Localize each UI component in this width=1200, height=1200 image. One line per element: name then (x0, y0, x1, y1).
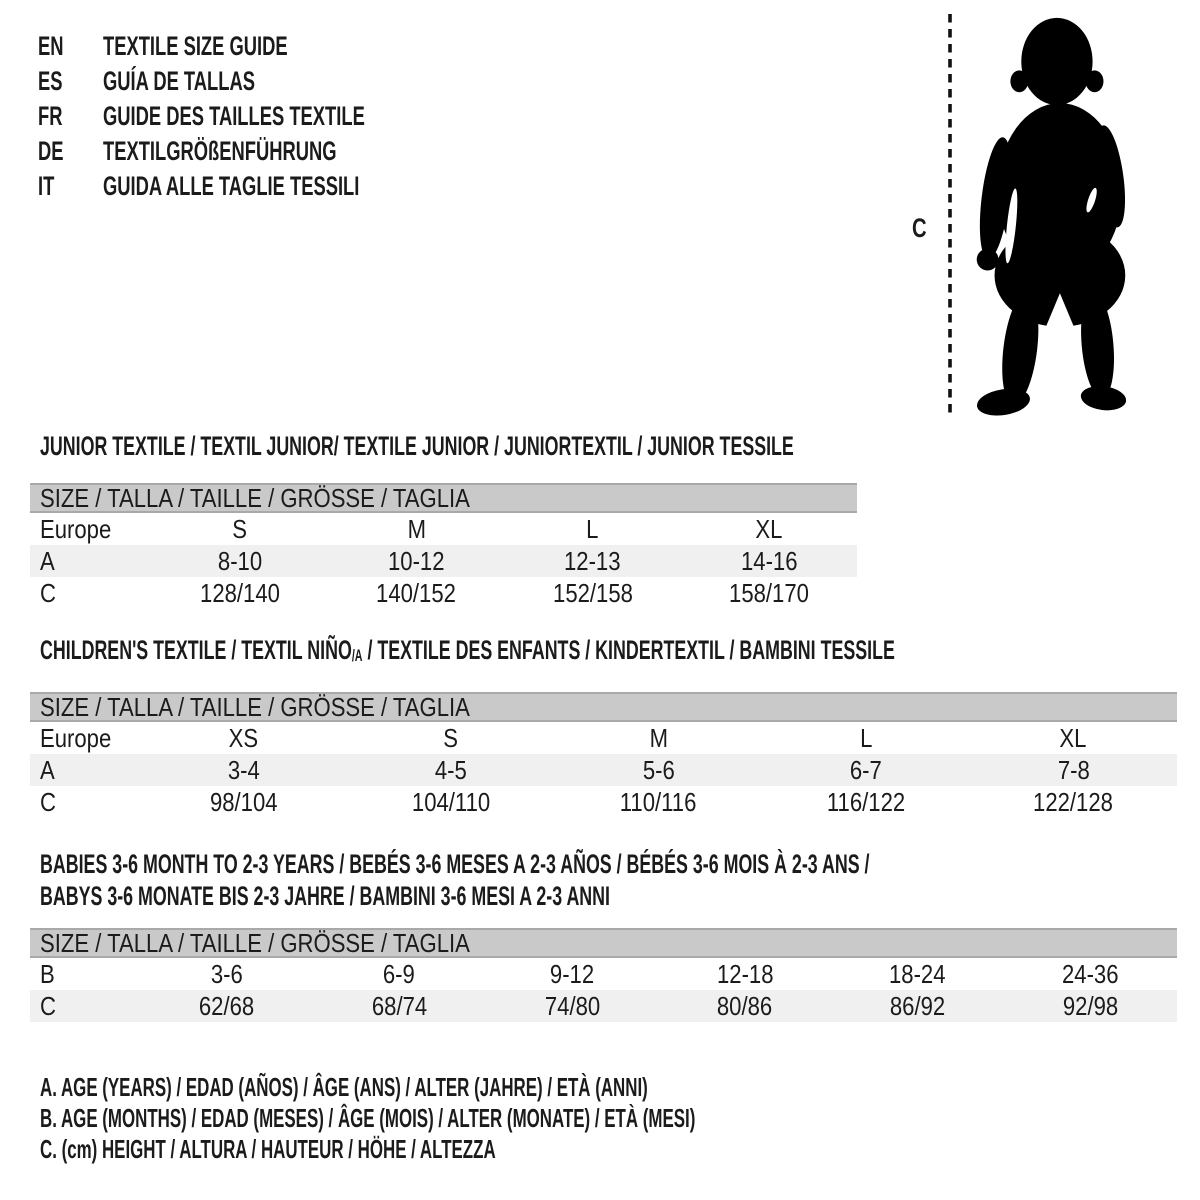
age-value: 6-7 (849, 754, 882, 785)
size-header-label: SIZE / TALLA / TAILLE / GRÖSSE / TAGLIA (40, 691, 470, 722)
language-row-fr (38, 99, 488, 134)
language-title: TEXTILE SIZE GUIDE (103, 31, 288, 61)
age-value: 5-6 (642, 754, 675, 785)
height-value: 122/128 (1033, 786, 1114, 817)
row-label: C (40, 786, 56, 817)
height-value: 104/110 (411, 786, 491, 817)
language-title: GUIDE DES TAILLES TEXTILE (103, 101, 365, 131)
table-row (30, 958, 1177, 990)
table-row (30, 545, 857, 577)
language-title-list (38, 29, 488, 204)
legend-line-a: A. AGE (YEARS) / EDAD (AÑOS) / ÂGE (ANS) / ALTER (JAHRE) / ETÀ (ANNI) (40, 1072, 648, 1102)
size-value: M (649, 722, 668, 753)
language-title: TEXTILGRÖßENFÜHRUNG (103, 136, 337, 166)
language-row-it (38, 169, 488, 204)
measurement-legend (40, 1072, 1048, 1165)
row-label: A (40, 545, 55, 576)
height-value: 128/140 (200, 577, 281, 608)
row-label: C (40, 577, 56, 608)
age-value: 10-12 (388, 545, 445, 576)
babies-section-title (40, 848, 1200, 912)
age-value: 6-9 (383, 958, 416, 989)
age-value: 14-16 (740, 545, 798, 576)
height-value: 116/122 (826, 786, 906, 817)
junior-size-table (30, 483, 857, 609)
size-header-label: SIZE / TALLA / TAILLE / GRÖSSE / TAGLIA (40, 927, 470, 958)
children-size-table (30, 692, 1177, 818)
height-value: 62/68 (198, 990, 255, 1021)
size-value: XL (1059, 722, 1087, 753)
height-value: 74/80 (544, 990, 600, 1021)
height-value: 110/116 (620, 786, 697, 817)
height-measure-dashed-line (946, 12, 954, 418)
size-header-row (30, 928, 1177, 958)
age-value: 12-13 (564, 545, 621, 576)
row-label: A (40, 754, 55, 785)
legend-line-c: C. (cm) HEIGHT / ALTURA / HAUTEUR / HÖHE / ALTEZZA (40, 1134, 496, 1164)
height-value: 152/158 (552, 577, 633, 608)
table-row (30, 513, 857, 545)
measure-label-c: C (912, 213, 927, 243)
age-value: 9-12 (549, 958, 595, 989)
size-value: M (407, 513, 426, 544)
language-code: DE (38, 136, 64, 166)
size-header-row (30, 692, 1177, 722)
row-label: Europe (40, 722, 112, 753)
size-value: XL (755, 513, 783, 544)
age-value: 8-10 (217, 545, 263, 576)
babies-title-line1: BABIES 3-6 MONTH TO 2-3 YEARS / BEBÉS 3-6 MESES A 2-3 AÑOS / BÉBÉS 3-6 MOIS À 2-3 ANS / (40, 849, 870, 879)
legend-line-b: B. AGE (MONTHS) / EDAD (MESES) / ÂGE (MOIS) / ALTER (MONATE) / ETÀ (MESI) (40, 1103, 696, 1133)
language-row-es (38, 64, 488, 99)
age-value: 3-6 (210, 958, 243, 989)
language-row-en (38, 29, 488, 64)
babies-size-table (30, 928, 1177, 1022)
babies-title-line2: BABYS 3-6 MONATE BIS 2-3 JAHRE / BAMBINI 3-6 MESI A 2-3 ANNI (40, 881, 611, 911)
language-code: ES (38, 66, 63, 96)
table-row (30, 990, 1177, 1022)
title-subscript: /A (351, 646, 363, 665)
table-row (30, 754, 1177, 786)
language-code: EN (38, 31, 64, 61)
age-value: 24-36 (1062, 958, 1119, 989)
height-value: 86/92 (890, 990, 946, 1021)
age-value: 18-24 (889, 958, 946, 989)
table-row (30, 786, 1177, 818)
age-value: 12-18 (716, 958, 774, 989)
language-title: GUIDA ALLE TAGLIE TESSILI (103, 171, 360, 201)
height-value: 68/74 (371, 990, 427, 1021)
toddler-silhouette-icon (965, 10, 1135, 418)
table-row (30, 722, 1177, 754)
height-value: 92/98 (1062, 990, 1119, 1021)
size-header-row (30, 483, 857, 513)
size-header-label: SIZE / TALLA / TAILLE / GRÖSSE / TAGLIA (40, 482, 470, 513)
age-value: 3-4 (227, 754, 260, 785)
language-code: FR (38, 101, 63, 131)
height-value: 158/170 (728, 577, 809, 608)
language-title: GUÍA DE TALLAS (103, 66, 255, 96)
age-value: 4-5 (435, 754, 468, 785)
junior-section-title: JUNIOR TEXTILE / TEXTIL JUNIOR/ TEXTILE JUNIOR / JUNIORTEXTIL / JUNIOR TESSILE (40, 431, 794, 461)
height-value: 80/86 (717, 990, 773, 1021)
size-value: S (232, 513, 248, 544)
row-label: C (40, 990, 56, 1021)
language-row-de (38, 134, 488, 169)
age-value: 7-8 (1057, 754, 1090, 785)
language-code: IT (38, 171, 55, 201)
children-section-title: CHILDREN'S TEXTILE / TEXTIL NIÑO/A / TEXTILE DES ENFANTS / KINDERTEXTIL / BAMBINI TESSILE (40, 635, 895, 665)
size-value: L (586, 513, 599, 544)
row-label: Europe (40, 513, 112, 544)
size-value: L (859, 722, 873, 753)
table-row (30, 577, 857, 609)
height-value: 98/104 (209, 786, 278, 817)
row-label: B (40, 958, 55, 989)
height-value: 140/152 (376, 577, 457, 608)
size-value: S (443, 722, 459, 753)
size-value: XS (228, 722, 259, 753)
